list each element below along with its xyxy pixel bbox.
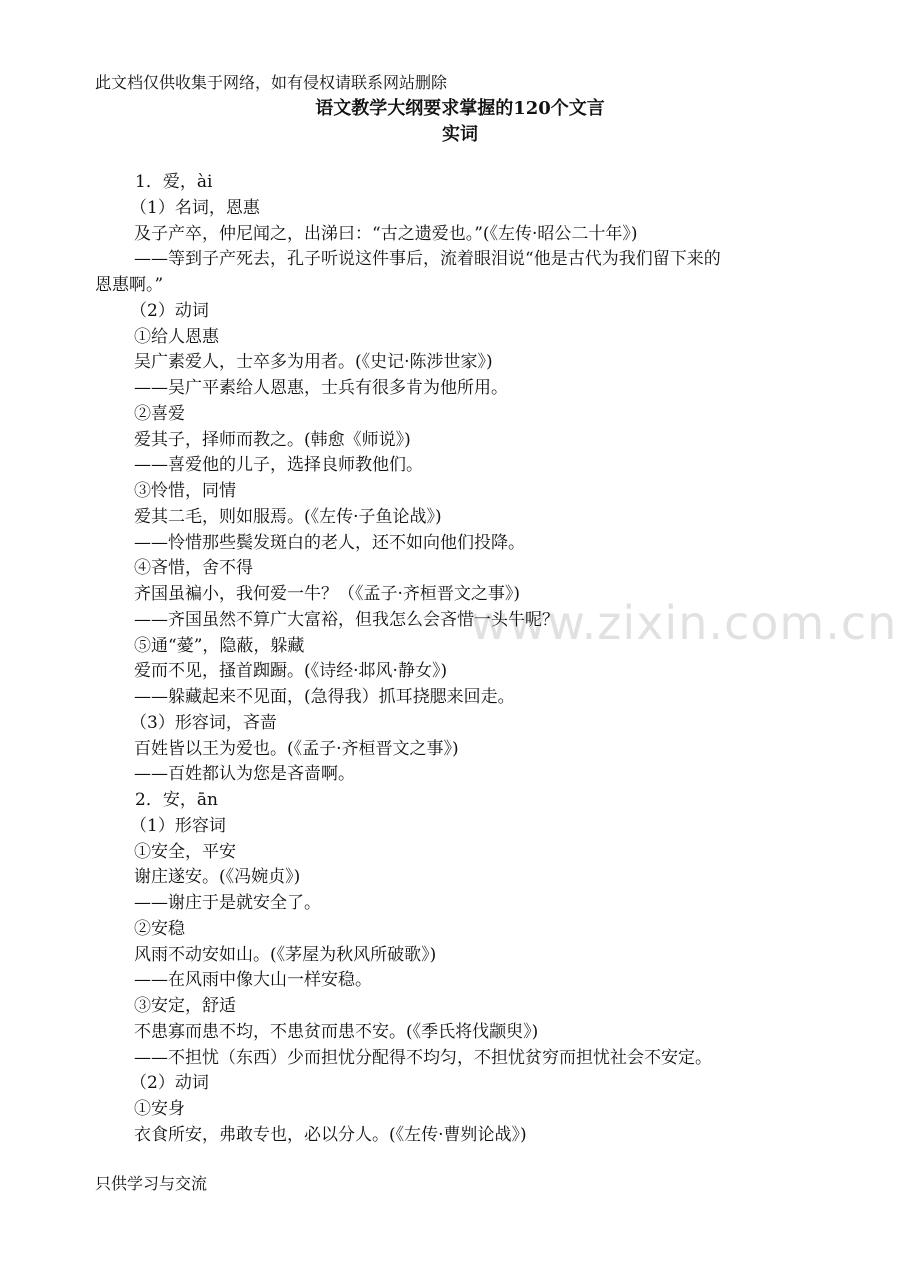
sense-heading: （1）形容词 bbox=[130, 815, 226, 836]
header-disclaimer: 此文档仅供收集于网络，如有侵权请联系网站删除 bbox=[95, 73, 448, 92]
sub-sense: ②喜爱 bbox=[134, 403, 185, 424]
translation-line-wrap: 恩惠啊。” bbox=[95, 275, 164, 295]
sense-heading: （2）动词 bbox=[130, 1073, 209, 1094]
sense-heading: （1）名词，恩惠 bbox=[130, 197, 260, 218]
example-sentence: 爱其二毛，则如服焉。(《左传·子鱼论战》) bbox=[134, 506, 442, 527]
translation-line: ——躲藏起来不见面，(急得我）抓耳挠腮来回走。 bbox=[134, 687, 515, 707]
translation-line: ——吴广平素给人恩惠，士兵有很多肯为他所用。 bbox=[134, 378, 508, 398]
example-sentence: 爱而不见，搔首踟蹰。(《诗经·邶风·静女》) bbox=[134, 661, 448, 682]
example-sentence: 齐国虽褊小，我何爱一牛？（《孟子·齐桓晋文之事》) bbox=[134, 584, 521, 604]
example-sentence: 吴广素爱人，士卒多为用者。(《史记·陈涉世家》) bbox=[134, 352, 493, 373]
translation-line: ——在风雨中像大山一样安稳。 bbox=[134, 970, 372, 991]
example-sentence: 谢庄遂安。(《冯婉贞》) bbox=[134, 867, 301, 888]
watermark-text: www.zixin.com.cn bbox=[470, 596, 898, 650]
example-sentence: 风雨不动安如山。(《茅屋为秋风所破歌》) bbox=[134, 944, 437, 965]
document-title: 语文教学大纲要求掌握的120个文言 bbox=[315, 98, 605, 119]
translation-line: ——百姓都认为您是吝啬啊。 bbox=[134, 764, 355, 785]
sub-sense: ①安全，平安 bbox=[134, 841, 236, 862]
sense-heading: （3）形容词，吝啬 bbox=[130, 712, 277, 733]
sub-sense: ④吝惜，舍不得 bbox=[134, 558, 253, 579]
document-body bbox=[95, 170, 835, 1149]
sub-sense: ②安稳 bbox=[134, 918, 185, 939]
sub-sense: ⑤通“薆”，隐蔽，躲藏 bbox=[134, 635, 305, 656]
translation-line: ——不担忧（东西）少而担忧分配得不均匀，不担忧贫穷而担忧社会不安定。 bbox=[134, 1047, 712, 1068]
translation-line: ——怜惜那些鬓发斑白的老人，还不如向他们投降。 bbox=[134, 532, 525, 553]
document-title-continued: 实词 bbox=[442, 124, 478, 145]
example-sentence: 不患寡而患不均，不患贫而患不安。(《季氏将伐颛臾》) bbox=[134, 1021, 539, 1042]
sub-sense: ③怜惜，同情 bbox=[134, 481, 236, 501]
entry-heading-ai: 1．爱，ài bbox=[135, 172, 213, 192]
translation-line: ——等到子产死去，孔子听说这件事后，流着眼泪说“他是古代为我们留下来的 bbox=[134, 249, 721, 270]
sub-sense: ①给人恩惠 bbox=[134, 326, 219, 347]
sense-heading: （2）动词 bbox=[130, 300, 209, 321]
entry-heading-an: 2．安，ān bbox=[135, 790, 218, 810]
example-sentence: 衣食所安，弗敢专也，必以分人。(《左传·曹刿论战》) bbox=[134, 1124, 527, 1145]
translation-line: ——喜爱他的儿子，选择良师教他们。 bbox=[134, 455, 423, 476]
translation-line: ——谢庄于是就安全了。 bbox=[134, 893, 321, 913]
example-sentence: 百姓皆以王为爱也。(《孟子·齐桓晋文之事》) bbox=[134, 738, 459, 759]
sub-sense: ③安定，舒适 bbox=[134, 996, 236, 1016]
translation-line: ——齐国虽然不算广大富裕，但我怎么会吝惜一头牛呢？ bbox=[134, 609, 559, 630]
example-sentence: 及子产卒，仲尼闻之，出涕曰：“古之遗爱也。”(《左传·昭公二十年》) bbox=[134, 223, 638, 244]
example-sentence: 爱其子，择师而教之。(韩愈《师说》) bbox=[134, 429, 411, 450]
footer-note: 只供学习与交流 bbox=[95, 1174, 208, 1193]
sub-sense: ①安身 bbox=[134, 1099, 185, 1119]
